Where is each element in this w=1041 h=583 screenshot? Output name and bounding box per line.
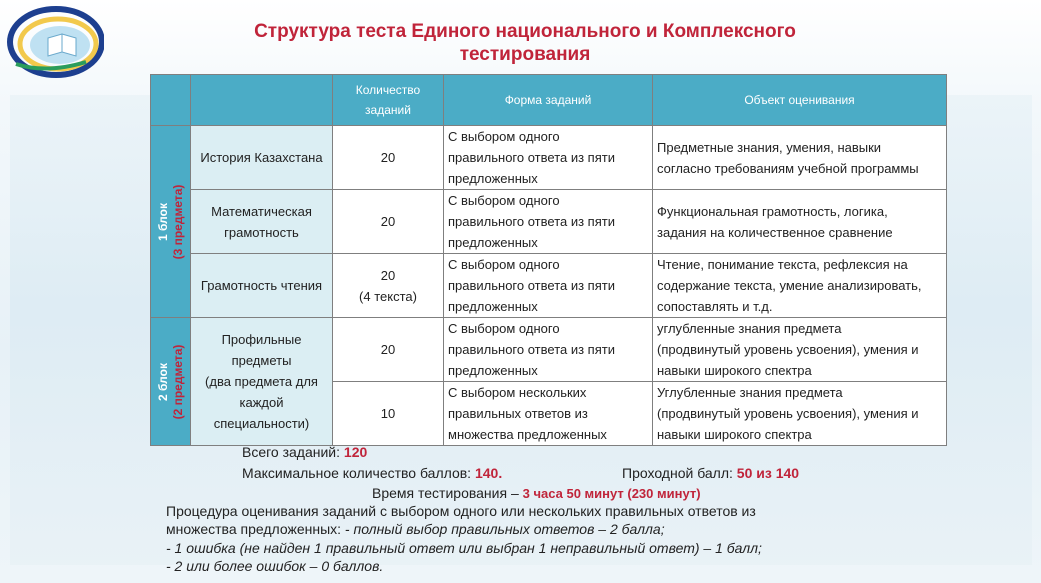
form-cell: С выбором одного правильного ответа из пяти предложенных <box>444 126 653 190</box>
table-row <box>151 126 947 190</box>
object-cell: Углубленные знания предмета (продвинутый уровень усвоения), умения и навыки широкого спектра <box>653 382 947 446</box>
header-count: Количество заданий <box>333 75 444 126</box>
count-cell: 20 (4 текста) <box>333 254 444 318</box>
object-cell: Чтение, понимание текста, рефлексия на содержание текста, умение анализировать, сопоставлять и т.д. <box>653 254 947 318</box>
header-blank-2 <box>191 75 333 126</box>
form-cell: С выбором одного правильного ответа из пяти предложенных <box>444 190 653 254</box>
form-cell: С выбором нескольких правильных ответов из множества предложенных <box>444 382 653 446</box>
subject-cell: Профильные предметы (два предмета для каждой специальности) <box>191 318 333 446</box>
header-blank-1 <box>151 75 191 126</box>
header-object: Объект оценивания <box>653 75 947 126</box>
form-cell: С выбором одного правильного ответа из пяти предложенных <box>444 318 653 382</box>
total-tasks: Всего заданий: 120 <box>242 444 368 460</box>
object-cell: Функциональная грамотность, логика, задания на количественное сравнение <box>653 190 947 254</box>
procedure-line-2: множества предложенных: - полный выбор правильных ответов – 2 балла; <box>166 521 665 537</box>
subject-cell: Математическая грамотность <box>191 190 333 254</box>
table-row <box>151 318 947 382</box>
form-cell: С выбором одного правильного ответа из пяти предложенных <box>444 254 653 318</box>
title-line-2: тестирования <box>459 44 591 65</box>
count-cell: 20 <box>333 190 444 254</box>
procedure-line-3: - 1 ошибка (не найден 1 правильный ответ или выбран 1 неправильный ответ) – 1 балл; <box>166 540 762 556</box>
passing-score: Проходной балл: 50 из 140 <box>622 465 800 481</box>
table-row <box>151 254 947 318</box>
max-score: Максимальное количество баллов: 140. <box>242 465 503 481</box>
block-2-label: 2 блок (2 предмета) <box>151 318 191 446</box>
table-row <box>151 190 947 254</box>
count-cell: 20 <box>333 126 444 190</box>
count-cell: 10 <box>333 382 444 446</box>
title-line-1: Структура теста Единого национального и Комплексного <box>254 21 796 42</box>
page-title <box>170 20 880 66</box>
test-structure-table <box>150 74 947 446</box>
count-cell: 20 <box>333 318 444 382</box>
object-cell: Предметные знания, умения, навыки согласно требованиям учебной программы <box>653 126 947 190</box>
procedure-line-1: Процедура оценивания заданий с выбором одного или нескольких правильных ответов из <box>166 503 756 519</box>
procedure-line-4: - 2 или более ошибок – 0 баллов. <box>166 558 384 574</box>
block-1-label: 1 блок (3 предмета) <box>151 126 191 318</box>
header-form: Форма заданий <box>444 75 653 126</box>
subject-cell: Грамотность чтения <box>191 254 333 318</box>
open-book-logo-icon <box>6 4 104 78</box>
test-time: Время тестирования – 3 часа 50 минут (230 минут) <box>372 485 701 501</box>
object-cell: углубленные знания предмета (продвинутый уровень усвоения), умения и навыки широкого спектра <box>653 318 947 382</box>
subject-cell: История Казахстана <box>191 126 333 190</box>
table-header-row <box>151 75 947 126</box>
